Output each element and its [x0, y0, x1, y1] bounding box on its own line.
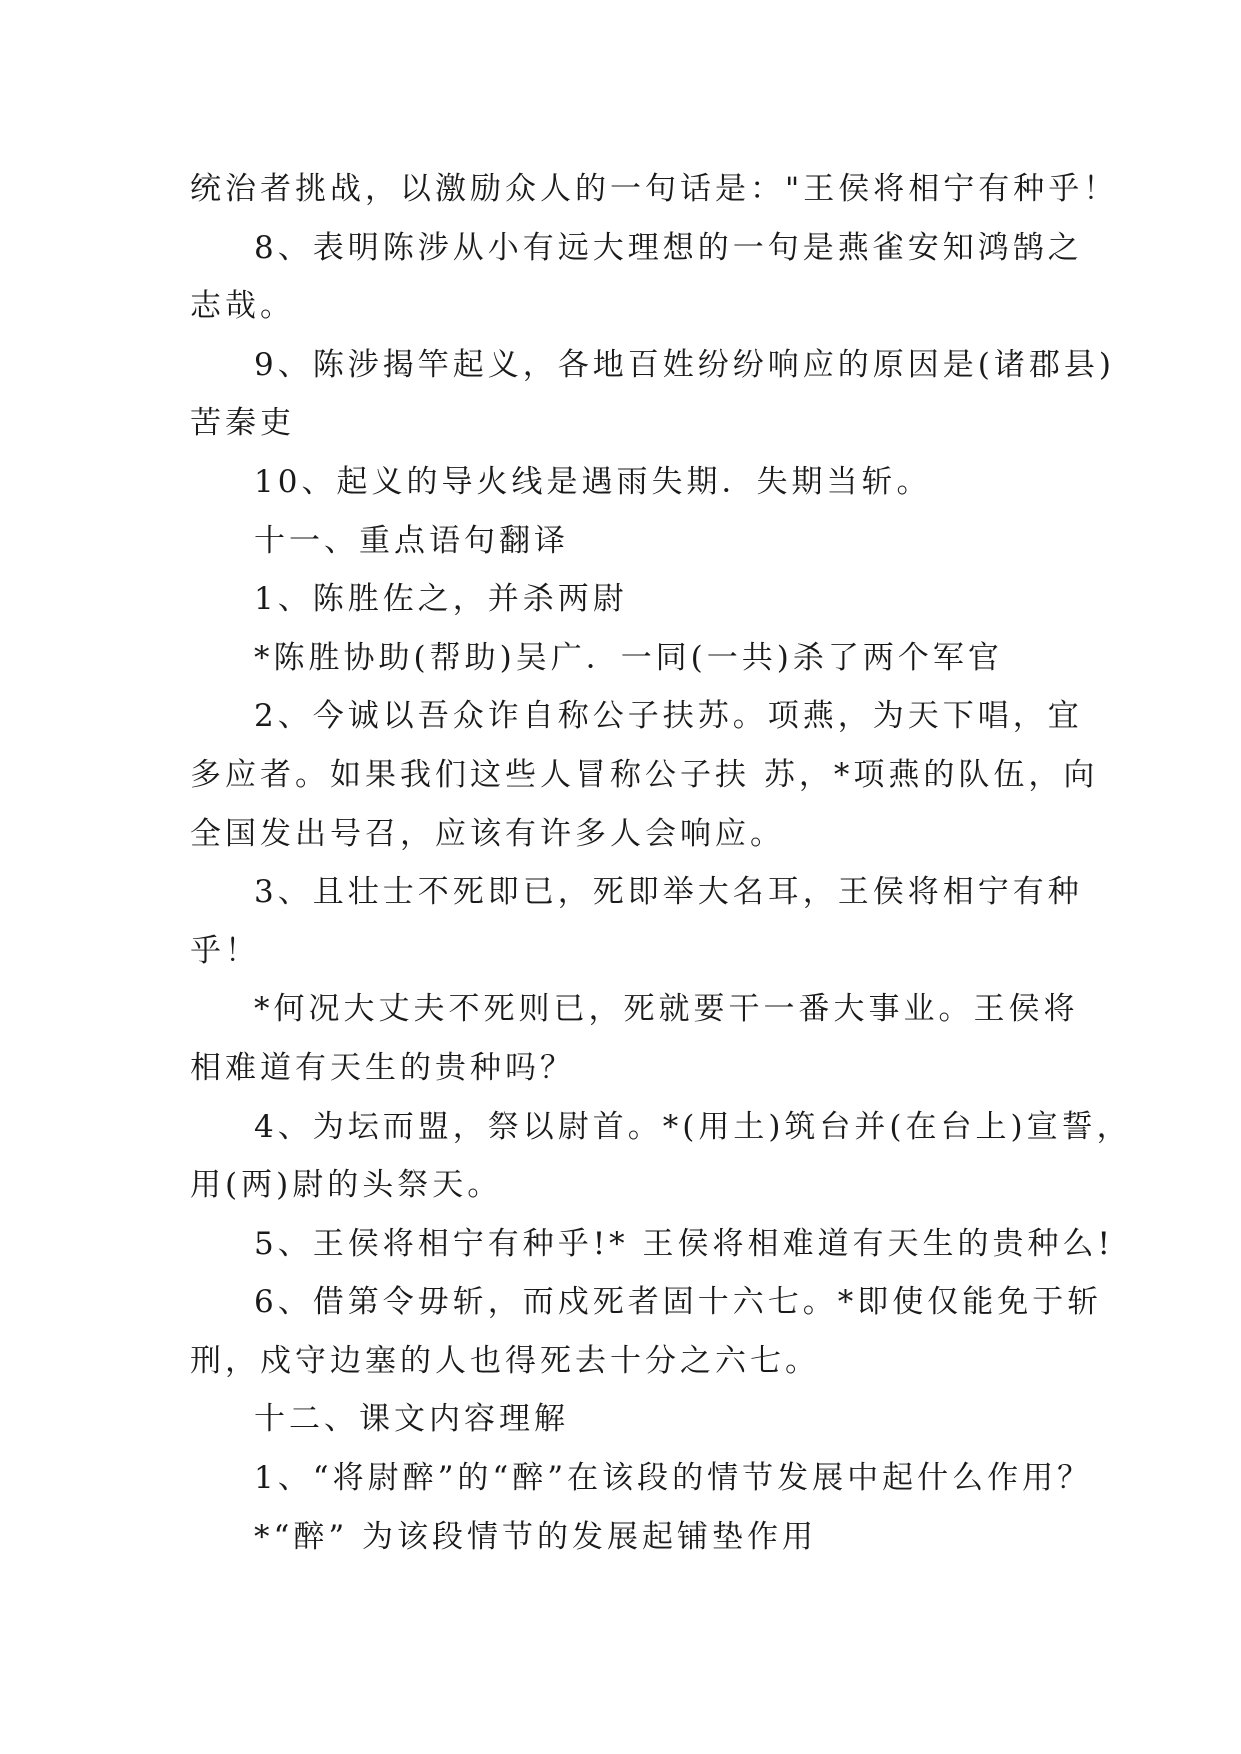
document-body — [190, 160, 1132, 1566]
text-line: 苦秦吏 — [190, 405, 295, 442]
text-line: 相难道有天生的贵种吗？ — [190, 1049, 575, 1086]
text-line: 多应者。如果我们这些人冒称公子扶 苏，*项燕的队伍，向 — [190, 756, 1099, 793]
text-line: 4、为坛而盟，祭以尉首。*(用土)筑台并(在台上)宣誓， — [254, 1108, 1132, 1145]
text-line: 5、王侯将相宁有种乎!* 王侯将相难道有天生的贵种么! — [254, 1225, 1114, 1262]
text-line: 6、借第令毋斩，而戍死者固十六七。*即使仅能免于斩 — [254, 1284, 1103, 1321]
text-line: 用(两)尉的头祭天。 — [190, 1167, 503, 1204]
text-line: 1、陈胜佐之，并杀两尉 — [254, 581, 628, 618]
text-line: 统治者挑战，以激励众人的一句话是："王侯将相宁有种乎！ — [190, 171, 1119, 207]
text-line: 2、今诚以吾众诈自称公子扶苏。项燕，为天下唱，宜 — [254, 698, 1083, 735]
text-line: 1、“将尉醉”的“醉”在该段的情节发展中起什么作用？ — [254, 1460, 1093, 1497]
text-line: 10、起义的导火线是遇雨失期．失期当斩。 — [254, 463, 932, 500]
text-line: *何况大丈夫不死则已，死就要干一番大事业。王侯将 — [254, 991, 1079, 1028]
text-line: 刑，戍守边塞的人也得死去十分之六七。 — [190, 1342, 820, 1379]
text-line: 十一、重点语句翻译 — [254, 522, 569, 559]
text-line: 志哉。 — [190, 288, 295, 325]
text-line: 8、表明陈涉从小有远大理想的一句是燕雀安知鸿鹄之 — [254, 229, 1083, 266]
text-line: *“醉” 为该段情节的发展起铺垫作用 — [254, 1518, 818, 1555]
text-line: 3、且壮士不死即已，死即举大名耳，王侯将相宁有种 — [254, 874, 1083, 911]
text-line: 乎！ — [190, 932, 260, 969]
text-line: 9、陈涉揭竿起义，各地百姓纷纷响应的原因是(诸郡县) — [254, 346, 1115, 383]
text-line: *陈胜协助(帮助)吴广．一同(一共)杀了两个军官 — [254, 639, 1003, 676]
text-line: 十二、课文内容理解 — [254, 1401, 569, 1438]
text-line: 全国发出号召，应该有许多人会响应。 — [190, 815, 785, 852]
